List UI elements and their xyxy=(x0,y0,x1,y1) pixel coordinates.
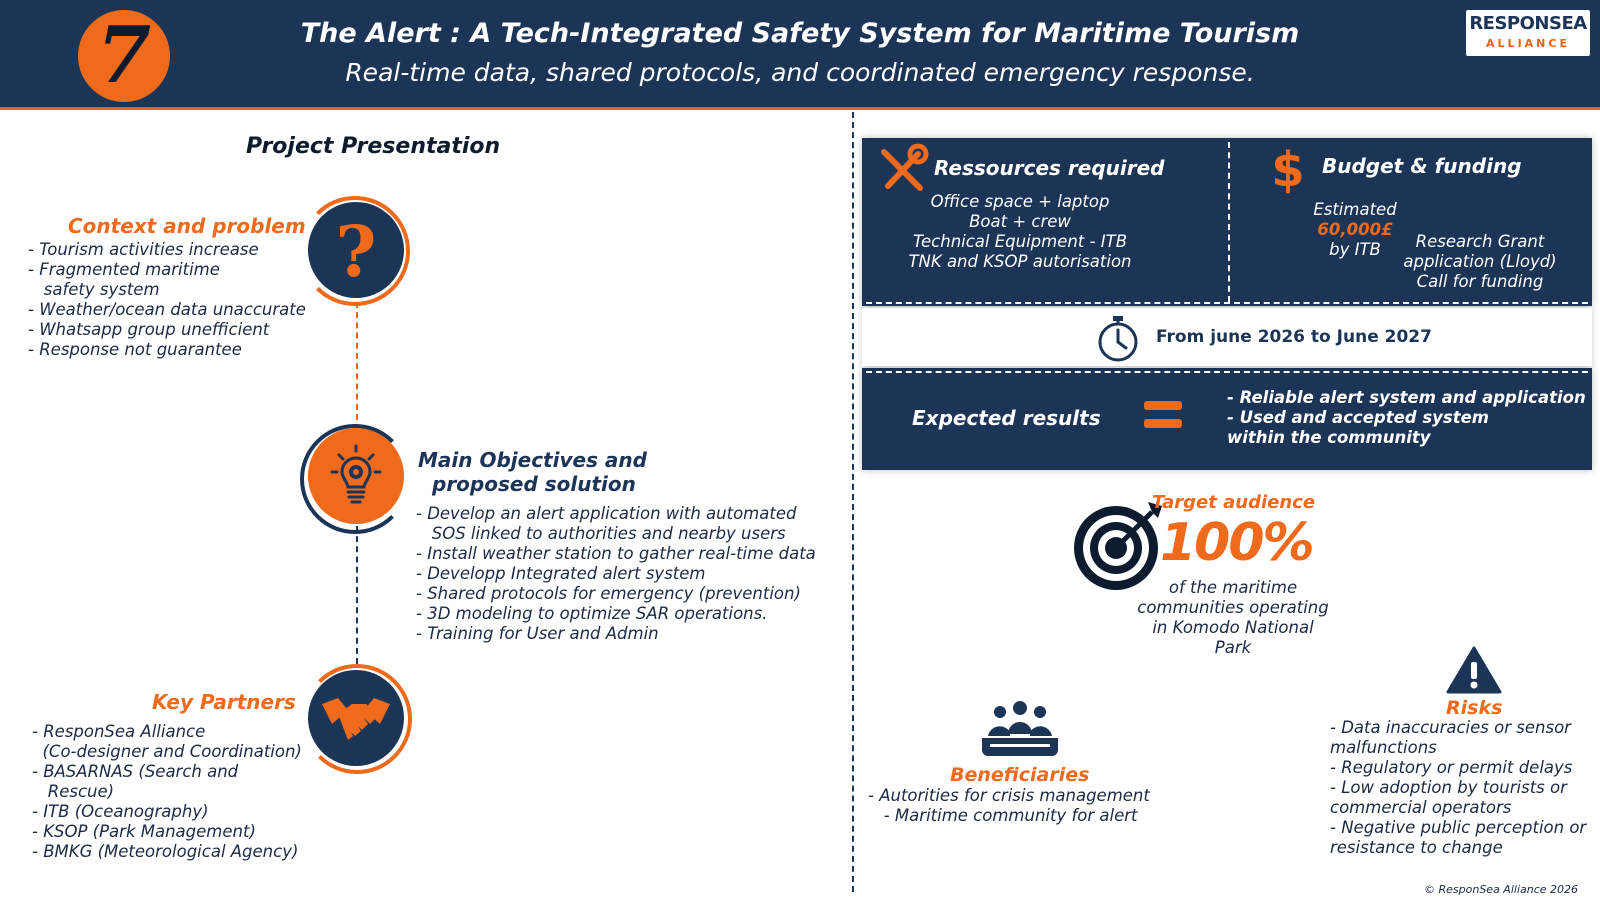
list-item: - Maritime community for alert xyxy=(868,806,1138,825)
target-description xyxy=(1118,578,1348,658)
partners-list xyxy=(32,722,302,862)
list-item: - Response not guarantee xyxy=(28,340,242,359)
beneficiaries-heading: Beneficiaries xyxy=(950,764,1090,786)
list-item: - Low adoption by tourists or xyxy=(1330,778,1567,797)
list-item: resistance to change xyxy=(1330,838,1503,857)
project-number: 7 xyxy=(96,10,152,101)
copyright-notice: © ResponSea Alliance 2026 xyxy=(1424,883,1579,896)
target-desc-line: in Komodo National xyxy=(1152,618,1314,637)
target-desc-line: Park xyxy=(1214,638,1252,657)
list-item: - Negative public perception or xyxy=(1330,818,1587,837)
list-item: - KSOP (Park Management) xyxy=(32,822,256,841)
budget-heading: Budget & funding xyxy=(1322,154,1522,178)
list-item: commercial operators xyxy=(1330,798,1512,817)
list-item: within the community xyxy=(1227,428,1431,447)
list-item: - Tourism activities increase xyxy=(28,240,259,259)
list-item: - Data inaccuracies or sensor xyxy=(1330,718,1571,737)
list-item: safety system xyxy=(28,280,160,299)
list-item: - Autorities for crisis management xyxy=(868,786,1150,805)
header-banner xyxy=(0,0,1600,110)
box-divider xyxy=(866,371,1588,373)
logo-text: RESPONSEA xyxy=(1469,13,1587,34)
logo-subtext: ALLIANCE xyxy=(1486,37,1570,50)
project-period: From june 2026 to June 2027 xyxy=(1156,327,1432,347)
list-item: (Co-designer and Coordination) xyxy=(32,742,302,761)
objectives-heading-line1: Main Objectives and xyxy=(418,448,647,472)
context-heading: Context and problem xyxy=(68,214,306,238)
objectives-list xyxy=(416,504,816,644)
timeline-connector xyxy=(356,302,358,420)
grant-line: application (Lloyd) xyxy=(1403,252,1557,271)
expected-results-label: Expected results xyxy=(912,406,1101,430)
list-item: - Used and accepted system xyxy=(1227,408,1489,427)
resource-item: Technical Equipment - ITB xyxy=(912,232,1128,251)
equals-icon xyxy=(1144,419,1182,428)
resources-list xyxy=(880,192,1160,272)
resource-item: TNK and KSOP autorisation xyxy=(908,252,1132,271)
objectives-heading-line2: proposed solution xyxy=(432,472,636,496)
list-item: - BMKG (Meteorological Agency) xyxy=(32,842,299,861)
group-people-icon xyxy=(982,700,1058,756)
budget-source: by ITB xyxy=(1329,240,1381,259)
target-audience-heading: Target audience xyxy=(1152,492,1316,513)
list-item: SOS linked to authorities and nearby users xyxy=(416,524,786,543)
budget-amount: 60,000£ xyxy=(1317,220,1393,239)
section-title: Project Presentation xyxy=(246,134,501,159)
list-item: - Fragmented maritime xyxy=(28,260,220,279)
target-desc-line: of the maritime xyxy=(1168,578,1298,597)
box-divider xyxy=(866,302,1588,304)
page-title: The Alert : A Tech-Integrated Safety System for Maritime Tourism xyxy=(300,18,1300,49)
list-item: - Regulatory or permit delays xyxy=(1330,758,1573,777)
grant-line: Research Grant xyxy=(1415,232,1545,251)
context-list xyxy=(28,240,306,360)
handshake-icon xyxy=(308,670,404,766)
budget-estimated-label: Estimated xyxy=(1313,200,1397,219)
risks-list xyxy=(1330,718,1586,858)
svg-text:?: ? xyxy=(335,210,377,293)
equals-icon xyxy=(1144,401,1182,410)
list-item: - Reliable alert system and application xyxy=(1227,388,1586,407)
box-divider xyxy=(1228,142,1230,302)
list-item: - Weather/ocean data unaccurate xyxy=(28,300,306,319)
list-item: - BASARNAS (Search and xyxy=(32,762,239,781)
lightbulb-gear-icon xyxy=(308,428,404,524)
stopwatch-icon xyxy=(1096,314,1140,364)
expected-results-list xyxy=(1227,388,1586,448)
question-icon xyxy=(308,202,404,298)
resource-item: Office space + laptop xyxy=(930,192,1110,211)
target-desc-line: communities operating xyxy=(1137,598,1329,617)
grant-line: Call for funding xyxy=(1416,272,1544,291)
svg-text:$: $ xyxy=(1271,142,1305,198)
timeline-connector xyxy=(356,526,358,664)
warning-icon xyxy=(1446,646,1502,694)
list-item: - Developp Integrated alert system xyxy=(416,564,706,583)
target-percent: 100% xyxy=(1160,513,1313,573)
budget-grants xyxy=(1390,232,1570,292)
tools-icon xyxy=(878,144,928,194)
responsea-logo xyxy=(1466,10,1590,56)
dollar-icon xyxy=(1270,140,1306,198)
list-item: - Whatsapp group unefficient xyxy=(28,320,270,339)
list-item: - ResponSea Alliance xyxy=(32,722,206,741)
beneficiaries-list xyxy=(868,786,1150,826)
list-item: - Training for User and Admin xyxy=(416,624,659,643)
resources-heading: Ressources required xyxy=(934,156,1165,180)
page-subtitle: Real-time data, shared protocols, and coordinated emergency response. xyxy=(345,58,1255,87)
partners-heading: Key Partners xyxy=(152,690,296,714)
risks-heading: Risks xyxy=(1446,697,1503,719)
list-item: - Develop an alert application with automated xyxy=(416,504,797,523)
list-item: Rescue) xyxy=(32,782,115,801)
list-item: - ITB (Oceanography) xyxy=(32,802,209,821)
project-number-badge xyxy=(78,10,170,102)
list-item: - Shared protocols for emergency (prevention) xyxy=(416,584,801,603)
resource-item: Boat + crew xyxy=(969,212,1071,231)
list-item: - 3D modeling to optimize SAR operations. xyxy=(416,604,768,623)
list-item: malfunctions xyxy=(1330,738,1437,757)
vertical-divider xyxy=(852,112,854,892)
list-item: - Install weather station to gather real-time data xyxy=(416,544,816,563)
